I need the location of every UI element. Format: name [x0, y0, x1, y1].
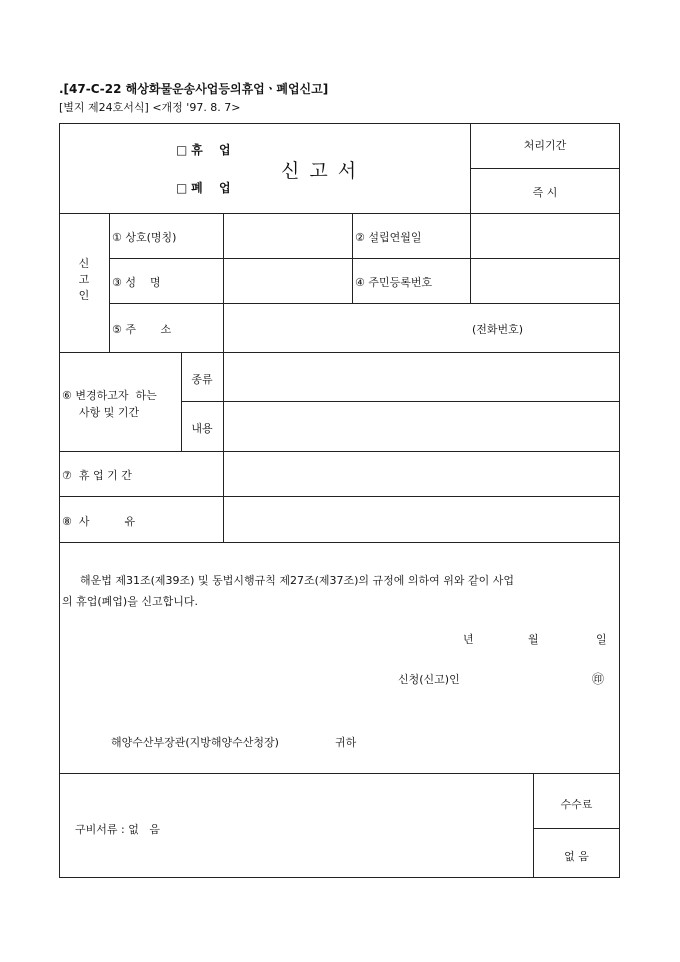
- fee-value: 없 음: [564, 850, 589, 863]
- suspension-period-label: ⑦ 휴 업 기 간: [62, 469, 132, 482]
- founded-date-label: ② 설립연월일: [355, 231, 422, 244]
- recipient-suffix: 귀하: [335, 736, 357, 749]
- change-item-label-2: 사항 및 기간: [79, 406, 140, 419]
- address-label: ⑤ 주 소: [112, 323, 172, 336]
- reason-label: ⑧ 사 유: [62, 515, 136, 528]
- recipient-label: 해양수산부장관(지방해양수산청장): [111, 736, 279, 749]
- processing-period-value: 즉 시: [532, 186, 558, 199]
- option-closure[interactable]: [176, 179, 237, 196]
- required-documents-label: 구비서류 : 없 음: [75, 823, 160, 836]
- declaration-text: 해운법 제31조(제39조) 및 동법시행규칙 제27조(제37조)의 규정에 의하여 위와 같이 사업: [80, 574, 515, 587]
- date-month-label: 월: [528, 633, 539, 646]
- change-item-label: ⑥ 변경하고자 하는: [62, 389, 157, 402]
- company-name-label: ① 상호(명칭): [112, 231, 177, 244]
- option-closure-label: 폐 업: [191, 181, 237, 195]
- name-label: ③ 성 명: [112, 276, 161, 289]
- checkbox-icon[interactable]: □: [176, 181, 188, 195]
- signer-label: 신청(신고)인: [398, 673, 460, 686]
- address-field[interactable]: [227, 321, 465, 337]
- checkbox-icon[interactable]: □: [176, 143, 188, 157]
- seal-icon: ㊞: [592, 672, 605, 686]
- form-title: 신 고 서: [281, 160, 359, 182]
- resident-number-field[interactable]: [474, 274, 614, 290]
- founded-date-field[interactable]: [474, 229, 614, 245]
- date-day-label: 일: [596, 633, 607, 646]
- phone-label: (전화번호): [472, 323, 524, 336]
- resident-number-label: ④ 주민등록번호: [355, 276, 433, 289]
- fee-label: 수수료: [560, 798, 593, 811]
- date-year-label: 년: [463, 633, 474, 646]
- change-content-field[interactable]: [228, 420, 614, 436]
- option-suspension[interactable]: [176, 141, 237, 158]
- form-reference: [별지 제24호서식] <개정 '97. 8. 7>: [59, 101, 241, 114]
- processing-period-label: 처리기간: [523, 139, 567, 152]
- form-code-line: .[47-C-22 해상화물운송사업등의휴업ㆍ폐업신고]: [59, 82, 329, 96]
- reason-field[interactable]: [228, 513, 614, 529]
- declaration-text-2: 의 휴업(폐업)을 신고합니다.: [62, 595, 198, 608]
- change-type-field[interactable]: [228, 371, 614, 387]
- applicant-group-label: 신 고 인: [78, 257, 90, 302]
- option-suspension-label: 휴 업: [191, 143, 237, 157]
- company-name-field[interactable]: [227, 229, 347, 245]
- name-field[interactable]: [227, 274, 347, 290]
- change-type-label: 종류: [191, 373, 213, 386]
- suspension-period-field[interactable]: [228, 467, 614, 483]
- change-content-label: 내용: [191, 422, 213, 435]
